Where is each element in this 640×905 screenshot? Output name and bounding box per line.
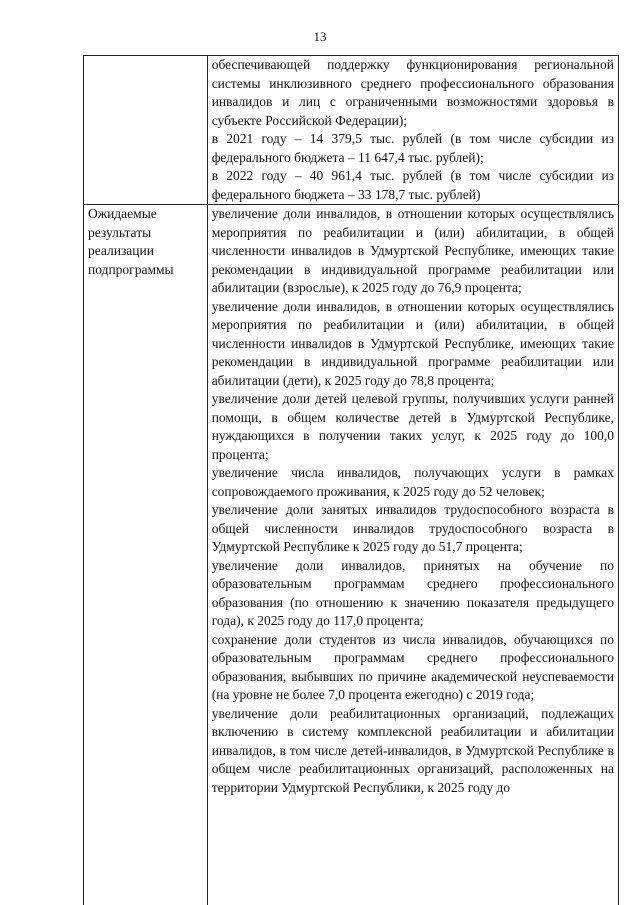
result-paragraph: увеличение доли занятых инвалидов трудоспособного возраста в общей численности инвалидов трудоспособного возраста в Удмуртской Республике к 2025 году до 51,7 процента; bbox=[211, 502, 614, 554]
funding-paragraph: обеспечивающей поддержку функционирования региональной системы инклюзивного среднего профессионального образования инвалидов и лиц с ограниченными возможностями здоровья в субъекте Российской Федерации); bbox=[211, 57, 614, 128]
funding-paragraph: в 2021 году – 14 379,5 тыс. рублей (в том числе субсидии из федерального бюджета – 11 647,4 тыс. рублей); bbox=[211, 131, 614, 165]
result-paragraph: увеличение доли инвалидов, принятых на обучение по образовательным программам среднего профессионального образования (по отношению к значению показателя предыдущего года), к 2025 году до 117,0 процента; bbox=[211, 557, 614, 628]
page-number: 13 bbox=[313, 29, 327, 44]
result-paragraph: увеличение числа инвалидов, получающих услуги в рамках сопровождаемого проживания, к 2025 году до 52 человек; bbox=[211, 465, 614, 499]
result-paragraph: увеличение доли детей целевой группы, получивших услуги ранней помощи, в общем количестве детей в Удмуртской Республике, нуждающихся в получении таких услуг, к 2025 году до 100,0 процента; bbox=[211, 391, 614, 462]
result-paragraph: увеличение доли инвалидов, в отношении которых осуществлялись мероприятия по реабилитации и (или) абилитации, в общей численности инвалидов в Удмуртской Республике, имеющих такие рекомендации в индивидуальной программе реабилитации или абилитации (дети), к 2025 году до 78,8 процента; bbox=[211, 298, 614, 388]
result-paragraph: увеличение доли инвалидов, в отношении которых осуществлялись мероприятия по реабилитации и (или) абилитации, в общей численности инвалидов в Удмуртской Республике, имеющих такие рекомендации в индивидуальной программе реабилитации или абилитации (взрослые), к 2025 году до 76,9 процента; bbox=[211, 206, 614, 295]
passport-table bbox=[83, 55, 619, 905]
table-row-funding bbox=[84, 56, 619, 205]
table-row-results bbox=[84, 205, 619, 905]
result-paragraph: увеличение доли реабилитационных организаций, подлежащих включению в систему комплексной реабилитации и абилитации инвалидов, в том числе детей-инвалидов, в Удмуртской Республике в общем числе реабилитационных организаций, расположенных на территории Удмуртской Республики, к 2025 году до bbox=[211, 705, 614, 795]
row-label-expected-results: Ожидаемые результаты реализации подпрограммы bbox=[84, 205, 208, 905]
results-cell bbox=[207, 205, 618, 905]
result-paragraph: сохранение доли студентов из числа инвалидов, обучающихся по образовательным программам среднего профессионального образования, выбывших по причине академической неуспеваемости (на уровне не более 7,0 процента ежегодно) с 2019 года; bbox=[211, 631, 614, 702]
funding-cell bbox=[207, 56, 618, 205]
funding-paragraph: в 2022 году – 40 961,4 тыс. рублей (в том числе субсидии из федерального бюджета – 33 178,7 тыс. рублей) bbox=[211, 168, 614, 202]
row-label-empty bbox=[84, 56, 208, 205]
